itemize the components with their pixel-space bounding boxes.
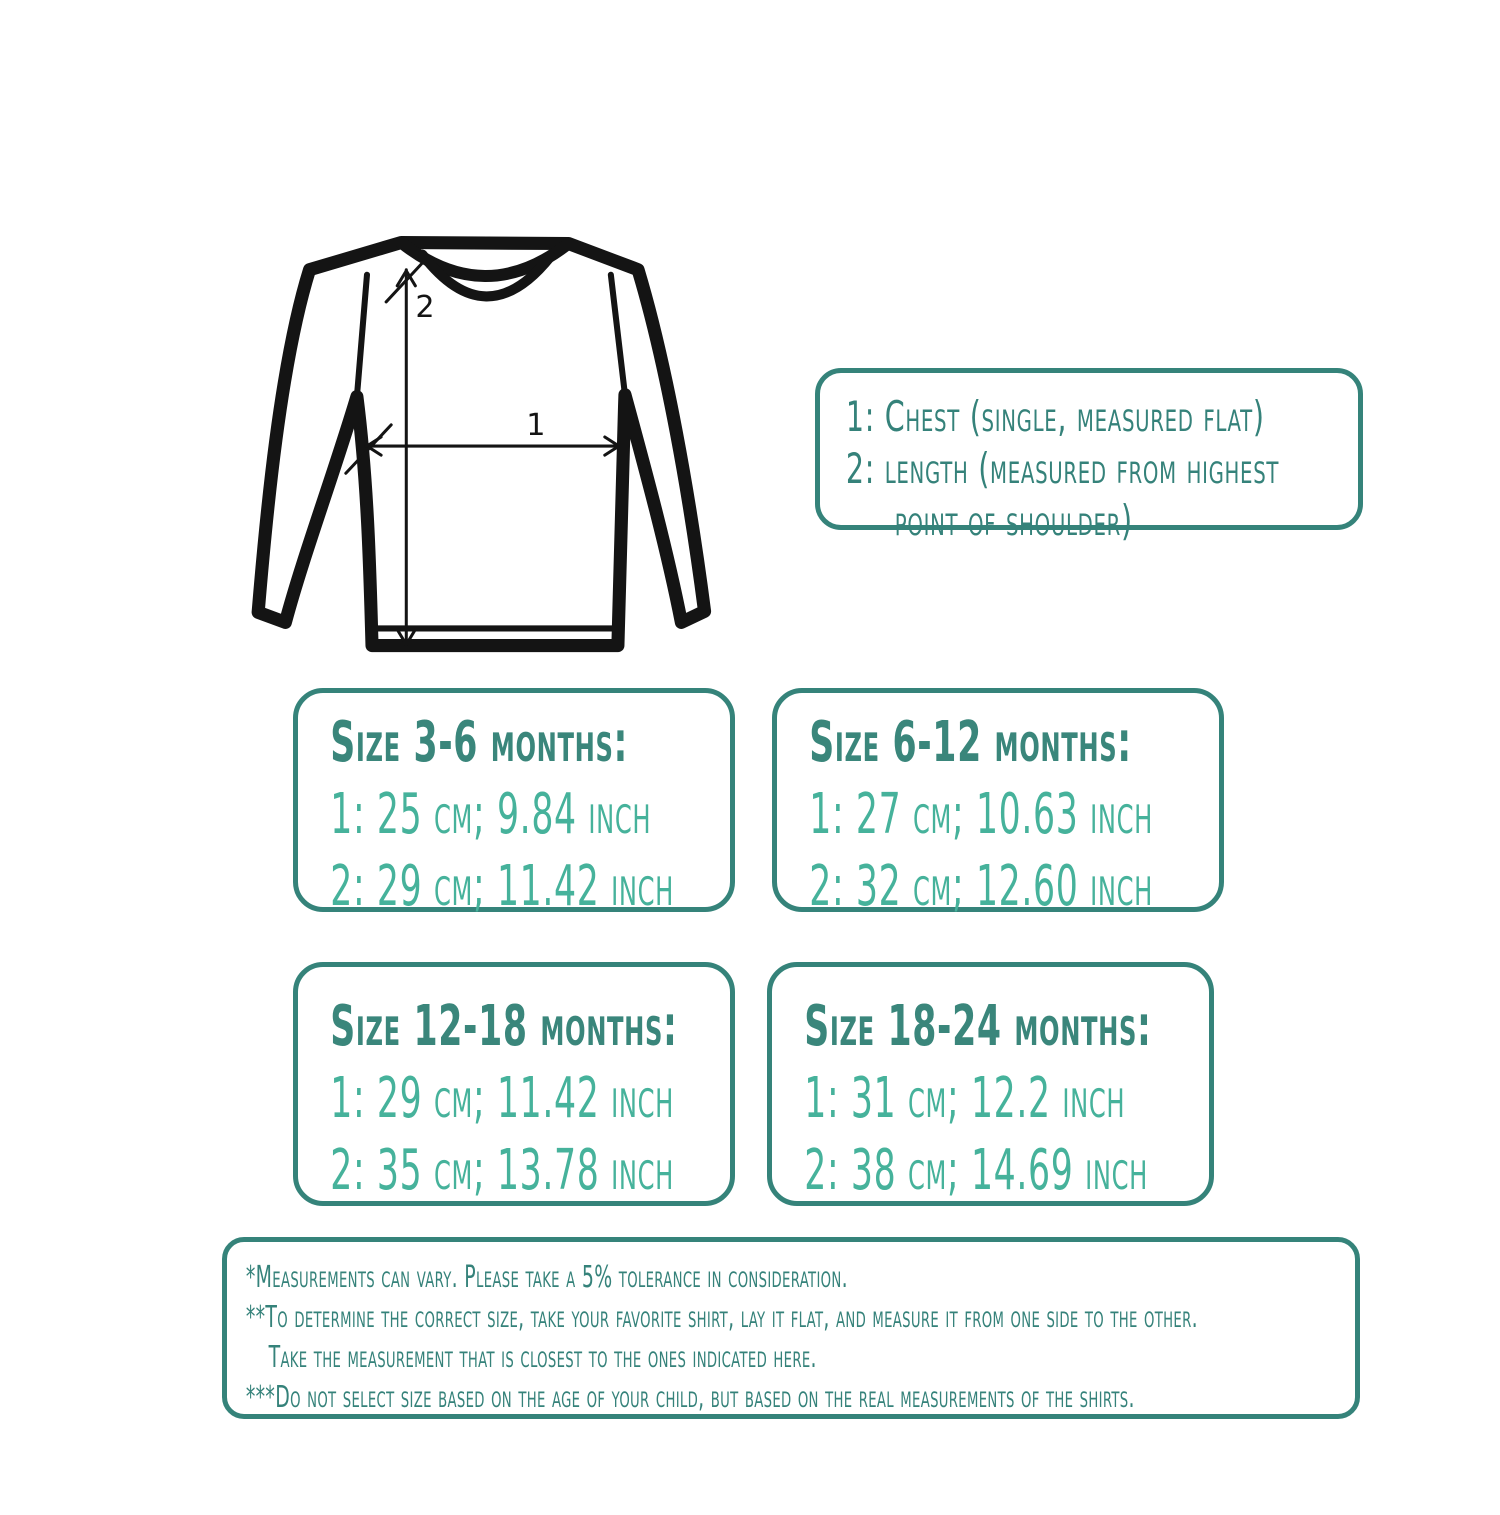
- shirt-diagram: [238, 212, 762, 666]
- note-age-warning: ***Do not select size based on the age of your child, but based on the real measurements of the shirts.: [245, 1380, 1135, 1415]
- chest-measurement: 1: 31 cm; 12.2 inch: [804, 1066, 1126, 1131]
- legend-line-chest: 1: Chest (single, measured flat): [845, 392, 1265, 441]
- chest-measurement: 1: 29 cm; 11.42 inch: [330, 1066, 674, 1131]
- length-measurement: 2: 29 cm; 11.42 inch: [330, 854, 674, 919]
- size-box-18-24-months: [767, 962, 1214, 1206]
- measurement-notes-box: [222, 1237, 1360, 1419]
- size-title: Size 6-12 months:: [809, 710, 1132, 775]
- length-measurement: 2: 35 cm; 13.78 inch: [330, 1138, 674, 1203]
- size-box-3-6-months: [293, 688, 735, 919]
- legend-line-length: 2: length (measured from highest: [845, 444, 1280, 493]
- note-tolerance: *Measurements can vary. Please take a 5% tolerance in consideration.: [245, 1260, 848, 1295]
- legend-box: [815, 368, 1363, 545]
- size-title: Size 18-24 months:: [804, 994, 1152, 1059]
- size-title: Size 3-6 months:: [330, 710, 629, 775]
- chest-measurement: 1: 27 cm; 10.63 inch: [809, 782, 1153, 847]
- length-measurement: 2: 38 cm; 14.69 inch: [804, 1138, 1148, 1203]
- legend-line-length-cont: point of shoulder): [894, 496, 1133, 545]
- size-box-12-18-months: [293, 962, 735, 1206]
- chest-measurement: 1: 25 cm; 9.84 inch: [330, 782, 652, 847]
- size-title: Size 12-18 months:: [330, 994, 678, 1059]
- size-box-6-12-months: [772, 688, 1224, 919]
- note-how-to-measure-cont: Take the measurement that is closest to the ones indicated here.: [268, 1340, 817, 1375]
- shirt-outline: [258, 243, 704, 646]
- note-how-to-measure: **To determine the correct size, take your favorite shirt, lay it flat, and measure it from one side to the other.: [245, 1300, 1198, 1335]
- length-arrow-label: 2: [415, 290, 435, 326]
- chest-arrow-label: 1: [526, 407, 546, 443]
- length-measurement: 2: 32 cm; 12.60 inch: [809, 854, 1153, 919]
